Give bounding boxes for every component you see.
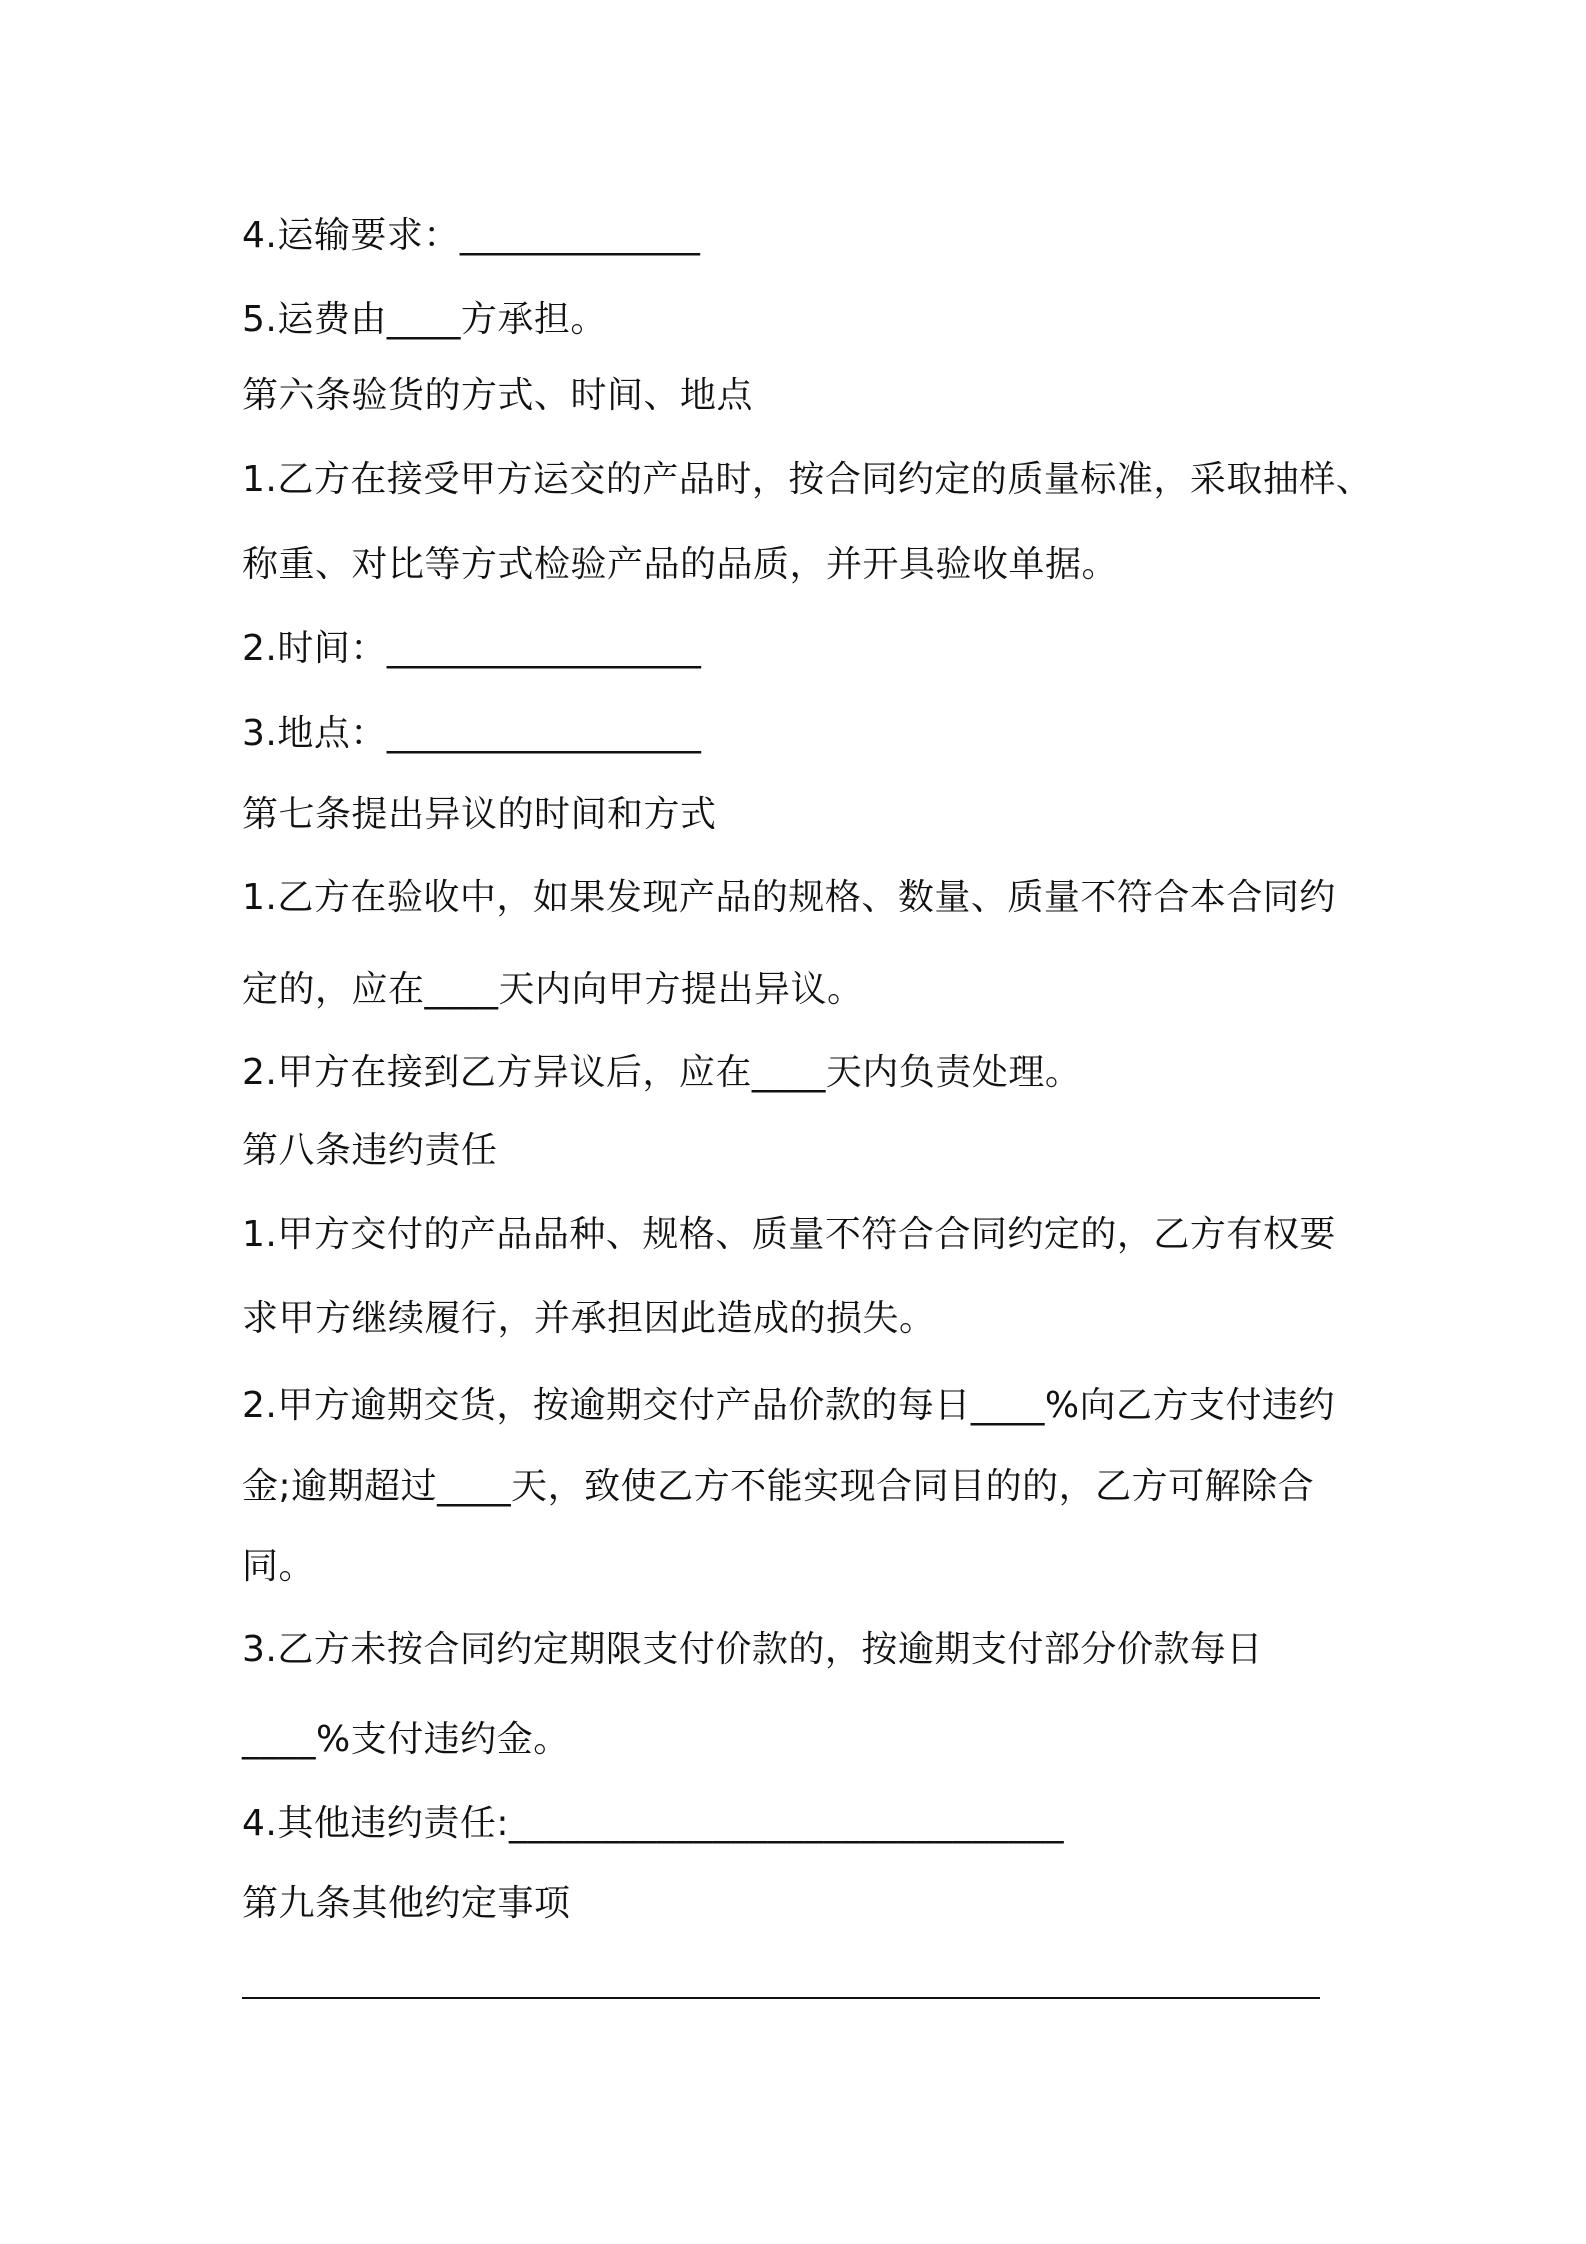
clause-6-item-1-line-2: 称重、对比等方式检验产品的品质，并开具验收单据。 [242, 544, 1119, 585]
clause-8-item-3-line-1: 3.乙方未按合同约定期限支付价款的，按逾期支付部分价款每日 [242, 1629, 1263, 1670]
clause-8-item-2-line-1: 2.甲方逾期交货，按逾期交付产品价款的每日____%向乙方支付违约 [242, 1385, 1336, 1426]
clause-8-item-1-line-2: 求甲方继续履行，并承担因此造成的损失。 [242, 1298, 936, 1339]
clause-8-item-2-line-3: 同。 [242, 1546, 316, 1587]
clause-7-item-1-line-2: 定的，应在____天内向甲方提出异议。 [242, 969, 864, 1010]
clause-9-blank-line [242, 1997, 1320, 1999]
clause-8-item-1-line-1: 1.甲方交付的产品品种、规格、质量不符合合同约定的，乙方有权要 [242, 1214, 1336, 1255]
clause-6-item-3-place: 3.地点：_________________ [242, 713, 702, 754]
clause-7-item-2: 2.甲方在接到乙方异议后，应在____天内负责处理。 [242, 1052, 1082, 1093]
clause-8-heading: 第八条违约责任 [242, 1130, 498, 1171]
clause-7-item-1-line-1: 1.乙方在验收中，如果发现产品的规格、数量、质量不符合本合同约 [242, 877, 1336, 918]
clause-6-item-1-line-1: 1.乙方在接受甲方运交的产品时，按合同约定的质量标准，采取抽样、 [242, 459, 1373, 500]
clause-8-item-2-line-2: 金;逾期超过____天，致使乙方不能实现合同目的的，乙方可解除合 [242, 1466, 1315, 1507]
clause-8-item-3-line-2: ____%支付违约金。 [242, 1719, 570, 1760]
clause-5-item-5-freight: 5.运费由____方承担。 [242, 299, 607, 340]
clause-6-item-2-time: 2.时间：_________________ [242, 628, 702, 669]
clause-7-heading: 第七条提出异议的时间和方式 [242, 794, 717, 835]
clause-8-item-4-other-liability: 4.其他违约责任:______________________________ [242, 1803, 1064, 1844]
clause-6-heading: 第六条验货的方式、时间、地点 [242, 375, 754, 416]
clause-5-item-4-transport-requirements: 4.运输要求：_____________ [242, 215, 701, 256]
clause-9-heading: 第九条其他约定事项 [242, 1883, 571, 1924]
